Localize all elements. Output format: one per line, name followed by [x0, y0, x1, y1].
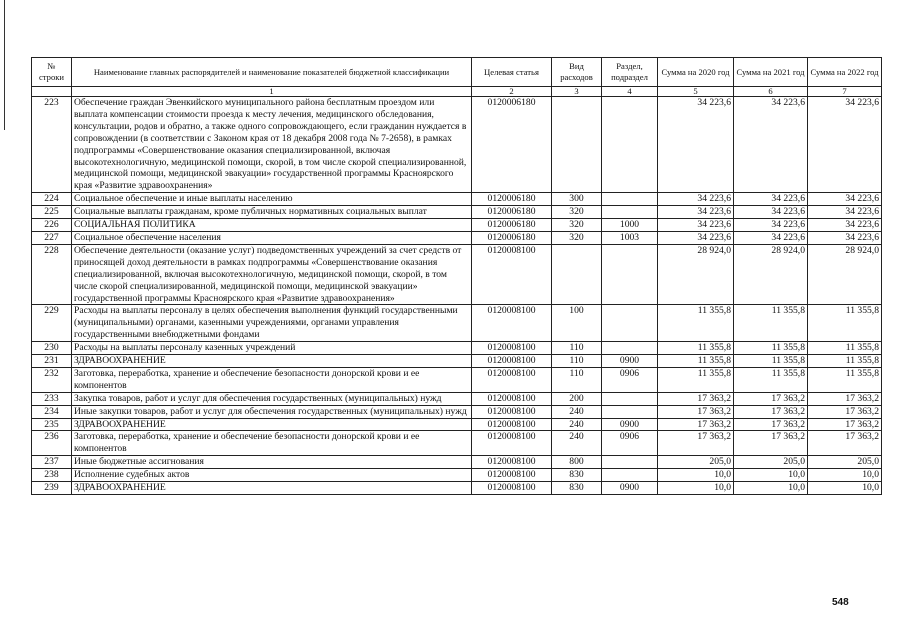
row-section	[602, 405, 658, 418]
table-row	[32, 482, 882, 495]
scan-margin-line	[4, 0, 5, 130]
budget-table	[31, 57, 882, 495]
row-sum-2020: 10,0	[658, 469, 734, 482]
header-sum-2020: Сумма на 2020 год	[658, 58, 734, 87]
table-row	[32, 231, 882, 244]
row-sum-2020: 17 363,2	[658, 418, 734, 431]
row-sum-2021: 205,0	[734, 456, 808, 469]
table-row	[32, 355, 882, 368]
row-expense-type: 240	[552, 431, 602, 456]
row-sum-2020: 205,0	[658, 456, 734, 469]
table-row	[32, 244, 882, 305]
row-target-code: 0120008100	[472, 392, 552, 405]
table-row	[32, 431, 882, 456]
row-sum-2021: 34 223,6	[734, 219, 808, 232]
header-vid: Вид расходов	[552, 58, 602, 87]
header-code: Целевая статья	[472, 58, 552, 87]
header-row-no: № строки	[32, 58, 72, 87]
row-name: ЗДРАВООХРАНЕНИЕ	[72, 418, 472, 431]
table-row	[32, 392, 882, 405]
column-number: 5	[658, 87, 734, 97]
row-sum-2021: 28 924,0	[734, 244, 808, 305]
row-expense-type: 200	[552, 392, 602, 405]
row-number: 223	[32, 97, 72, 193]
row-expense-type: 240	[552, 405, 602, 418]
row-sum-2021: 17 363,2	[734, 392, 808, 405]
row-target-code: 0120006180	[472, 206, 552, 219]
row-section	[602, 97, 658, 193]
row-section: 1003	[602, 231, 658, 244]
page-number: 548	[832, 597, 849, 608]
column-number-row	[32, 87, 882, 97]
table-row	[32, 418, 882, 431]
row-sum-2021: 34 223,6	[734, 97, 808, 193]
column-number: 2	[472, 87, 552, 97]
row-expense-type: 830	[552, 469, 602, 482]
row-target-code: 0120006180	[472, 193, 552, 206]
row-target-code: 0120006180	[472, 219, 552, 232]
table-row	[32, 97, 882, 193]
row-expense-type	[552, 244, 602, 305]
table-row	[32, 367, 882, 392]
row-number: 224	[32, 193, 72, 206]
row-sum-2020: 11 355,8	[658, 367, 734, 392]
row-sum-2021: 17 363,2	[734, 418, 808, 431]
row-sum-2022: 10,0	[808, 482, 882, 495]
row-name: ЗДРАВООХРАНЕНИЕ	[72, 355, 472, 368]
row-sum-2020: 17 363,2	[658, 392, 734, 405]
row-target-code: 0120008100	[472, 418, 552, 431]
row-number: 233	[32, 392, 72, 405]
row-name: Социальное обеспечение и иные выплаты населению	[72, 193, 472, 206]
row-number: 235	[32, 418, 72, 431]
row-sum-2020: 17 363,2	[658, 405, 734, 418]
row-section	[602, 469, 658, 482]
column-number: 3	[552, 87, 602, 97]
row-number: 228	[32, 244, 72, 305]
row-number: 225	[32, 206, 72, 219]
row-sum-2022: 34 223,6	[808, 219, 882, 232]
table-row	[32, 469, 882, 482]
row-name: Обеспечение граждан Эвенкийского муниципального района бесплатным проездом или выплата компенсации стоимости проезда к месту лечения, медицинского обследования, консультации, родов и обратно, а также одного сопровождающего, если гражданин нуждается в сопровождении (в соответствии с Законом края от 18 декабря 2008 года № 7-2658), в рамках подпрограммы «Совершенствование оказания специализированной, включая высокотехнологичную, медицинской помощи, скорой, в том числе скорой специализированной, медицинской помощи, медицинской эвакуации» государственной программы Красноярского края «Развитие здравоохранения»	[72, 97, 472, 193]
row-name: Расходы на выплаты персоналу в целях обеспечения выполнения функций государственными (муниципальными) органами, казенными учреждениями, органами управления государственными внебюджетными фондами	[72, 305, 472, 342]
row-section	[602, 456, 658, 469]
row-sum-2021: 11 355,8	[734, 367, 808, 392]
row-expense-type: 800	[552, 456, 602, 469]
table-row	[32, 305, 882, 342]
row-name: Заготовка, переработка, хранение и обеспечение безопасности донорской крови и ее компонентов	[72, 431, 472, 456]
row-sum-2022: 11 355,8	[808, 305, 882, 342]
table-row	[32, 219, 882, 232]
table-row	[32, 405, 882, 418]
row-section: 0900	[602, 482, 658, 495]
row-target-code: 0120008100	[472, 367, 552, 392]
row-section	[602, 193, 658, 206]
row-section: 1000	[602, 219, 658, 232]
row-target-code: 0120008100	[472, 305, 552, 342]
row-section	[602, 244, 658, 305]
row-name: ЗДРАВООХРАНЕНИЕ	[72, 482, 472, 495]
row-expense-type: 110	[552, 342, 602, 355]
row-sum-2022: 11 355,8	[808, 342, 882, 355]
row-sum-2021: 17 363,2	[734, 405, 808, 418]
row-target-code: 0120006180	[472, 97, 552, 193]
row-sum-2020: 11 355,8	[658, 355, 734, 368]
header-sum-2021: Сумма на 2021 год	[734, 58, 808, 87]
row-number: 237	[32, 456, 72, 469]
row-sum-2020: 34 223,6	[658, 219, 734, 232]
row-expense-type: 830	[552, 482, 602, 495]
row-name: Социальное обеспечение населения	[72, 231, 472, 244]
row-sum-2021: 34 223,6	[734, 231, 808, 244]
row-sum-2020: 11 355,8	[658, 305, 734, 342]
row-expense-type: 110	[552, 355, 602, 368]
row-sum-2020: 28 924,0	[658, 244, 734, 305]
row-section	[602, 305, 658, 342]
row-sum-2021: 34 223,6	[734, 206, 808, 219]
header-razdel: Раздел, подраздел	[602, 58, 658, 87]
row-section	[602, 342, 658, 355]
row-sum-2022: 17 363,2	[808, 392, 882, 405]
column-number	[32, 87, 72, 97]
row-number: 234	[32, 405, 72, 418]
row-sum-2022: 34 223,6	[808, 193, 882, 206]
row-sum-2022: 34 223,6	[808, 97, 882, 193]
row-name: Иные бюджетные ассигнования	[72, 456, 472, 469]
row-name: Исполнение судебных актов	[72, 469, 472, 482]
row-expense-type: 110	[552, 367, 602, 392]
row-sum-2022: 34 223,6	[808, 206, 882, 219]
row-target-code: 0120008100	[472, 469, 552, 482]
row-expense-type: 240	[552, 418, 602, 431]
table-row	[32, 342, 882, 355]
row-number: 229	[32, 305, 72, 342]
row-name: СОЦИАЛЬНАЯ ПОЛИТИКА	[72, 219, 472, 232]
row-sum-2022: 205,0	[808, 456, 882, 469]
row-section: 0906	[602, 431, 658, 456]
row-expense-type: 320	[552, 219, 602, 232]
row-sum-2021: 34 223,6	[734, 193, 808, 206]
row-sum-2022: 11 355,8	[808, 367, 882, 392]
column-number: 1	[72, 87, 472, 97]
row-name: Обеспечение деятельности (оказание услуг) подведомственных учреждений за счет средств от приносящей доход деятельности в рамках подпрограммы «Совершенствование оказания специализированной, включая высокотехнологичную, медицинской помощи, скорой, в том числе скорой специализированной, медицинской помощи, медицинской эвакуации» государственной программы Красноярского края «Развитие здравоохранения»	[72, 244, 472, 305]
row-sum-2020: 10,0	[658, 482, 734, 495]
table-row	[32, 206, 882, 219]
row-target-code: 0120008100	[472, 456, 552, 469]
row-section	[602, 206, 658, 219]
row-sum-2020: 34 223,6	[658, 193, 734, 206]
row-name: Закупка товаров, работ и услуг для обеспечения государственных (муниципальных) нужд	[72, 392, 472, 405]
row-name: Социальные выплаты гражданам, кроме публичных нормативных социальных выплат	[72, 206, 472, 219]
row-target-code: 0120008100	[472, 355, 552, 368]
header-sum-2022: Сумма на 2022 год	[808, 58, 882, 87]
row-section: 0906	[602, 367, 658, 392]
row-target-code: 0120008100	[472, 431, 552, 456]
row-expense-type	[552, 97, 602, 193]
row-target-code: 0120006180	[472, 231, 552, 244]
row-target-code: 0120008100	[472, 405, 552, 418]
row-sum-2021: 11 355,8	[734, 342, 808, 355]
row-sum-2021: 10,0	[734, 469, 808, 482]
row-expense-type: 320	[552, 231, 602, 244]
row-target-code: 0120008100	[472, 244, 552, 305]
row-section: 0900	[602, 355, 658, 368]
row-number: 231	[32, 355, 72, 368]
table-header-row	[32, 58, 882, 87]
row-number: 230	[32, 342, 72, 355]
row-target-code: 0120008100	[472, 482, 552, 495]
row-target-code: 0120008100	[472, 342, 552, 355]
column-number: 6	[734, 87, 808, 97]
row-name: Расходы на выплаты персоналу казенных учреждений	[72, 342, 472, 355]
row-sum-2022: 17 363,2	[808, 418, 882, 431]
row-section: 0900	[602, 418, 658, 431]
table-row	[32, 456, 882, 469]
row-name: Заготовка, переработка, хранение и обеспечение безопасности донорской крови и ее компонентов	[72, 367, 472, 392]
row-sum-2021: 17 363,2	[734, 431, 808, 456]
row-number: 239	[32, 482, 72, 495]
column-number: 7	[808, 87, 882, 97]
row-sum-2021: 11 355,8	[734, 355, 808, 368]
header-name: Наименование главных распорядителей и наименование показателей бюджетной классификации	[72, 58, 472, 87]
row-section	[602, 392, 658, 405]
row-sum-2020: 34 223,6	[658, 231, 734, 244]
row-sum-2020: 17 363,2	[658, 431, 734, 456]
table-row	[32, 193, 882, 206]
row-name: Иные закупки товаров, работ и услуг для обеспечения государственных (муниципальных) нужд	[72, 405, 472, 418]
row-number: 232	[32, 367, 72, 392]
row-sum-2022: 11 355,8	[808, 355, 882, 368]
row-number: 238	[32, 469, 72, 482]
row-sum-2022: 28 924,0	[808, 244, 882, 305]
row-number: 226	[32, 219, 72, 232]
row-sum-2022: 17 363,2	[808, 405, 882, 418]
row-expense-type: 320	[552, 206, 602, 219]
row-sum-2022: 34 223,6	[808, 231, 882, 244]
row-number: 227	[32, 231, 72, 244]
row-sum-2021: 11 355,8	[734, 305, 808, 342]
row-sum-2022: 17 363,2	[808, 431, 882, 456]
row-expense-type: 300	[552, 193, 602, 206]
row-expense-type: 100	[552, 305, 602, 342]
row-sum-2020: 34 223,6	[658, 206, 734, 219]
row-sum-2020: 34 223,6	[658, 97, 734, 193]
row-number: 236	[32, 431, 72, 456]
row-sum-2020: 11 355,8	[658, 342, 734, 355]
row-sum-2022: 10,0	[808, 469, 882, 482]
row-sum-2021: 10,0	[734, 482, 808, 495]
column-number: 4	[602, 87, 658, 97]
